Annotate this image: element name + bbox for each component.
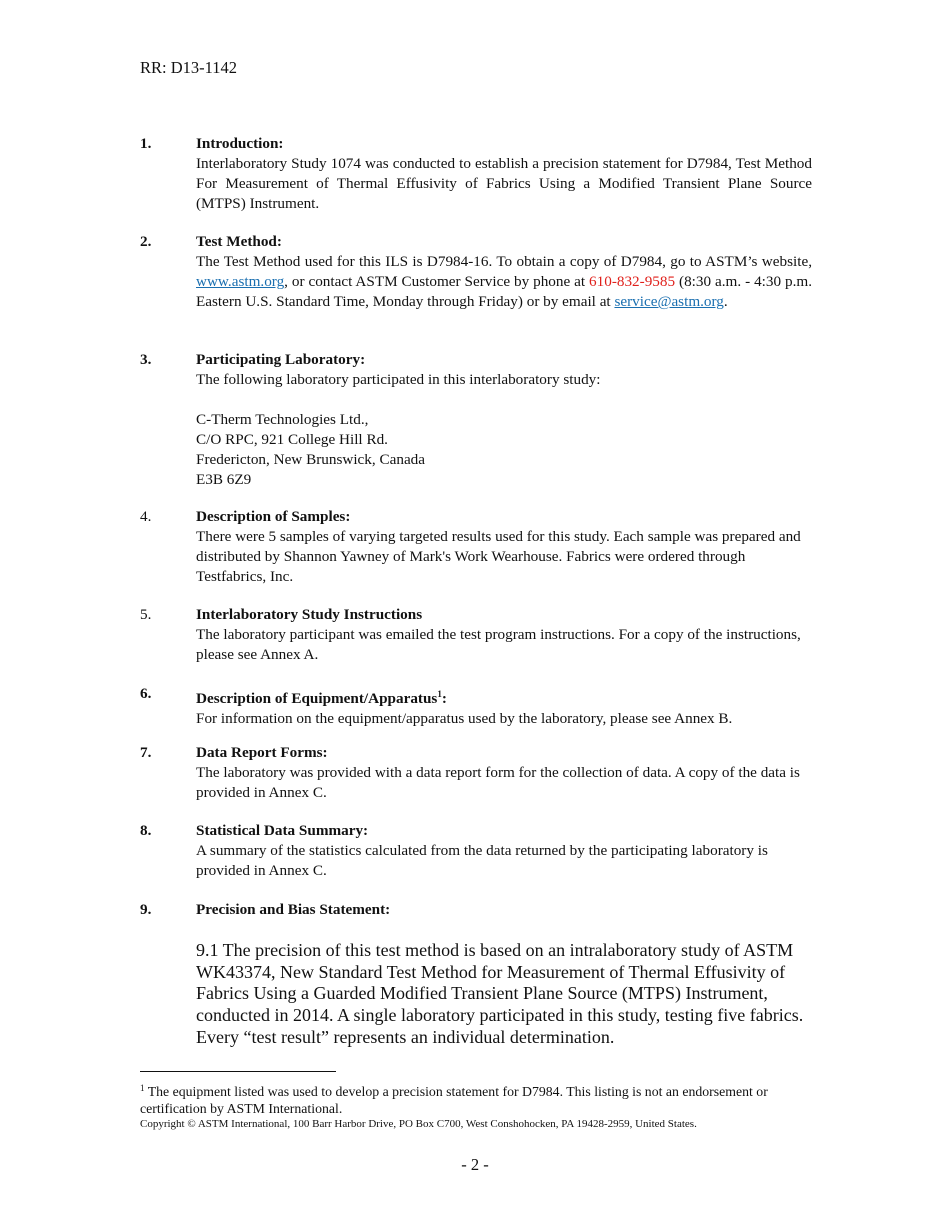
section-text: For information on the equipment/apparatus used by the laboratory, please see Annex B. bbox=[196, 710, 733, 727]
section-title: Precision and Bias Statement: bbox=[196, 901, 391, 918]
section-text bbox=[196, 252, 812, 312]
section-number: 8. bbox=[140, 822, 152, 839]
section-number: 4. bbox=[140, 508, 152, 525]
text-part: (8:30 a.m. - 4:30 p.m. Eastern U.S. Standard Time, Monday through Friday) or by email at bbox=[196, 273, 812, 310]
precision-statement-text: 9.1 The precision of this test method is based on an intralaboratory study of ASTM WK43374, New Standard Test Method for Measurement of Thermal Effusivity of Fabrics Using a Guarded Modified Transient Plane Source (MTPS) Instrument, conducted in 2014. A single laboratory participated in this study, testing five fabrics. Every “test result” represents an individual determination. bbox=[196, 940, 804, 1047]
address-line: C/O RPC, 921 College Hill Rd. bbox=[196, 431, 388, 448]
address-line: Fredericton, New Brunswick, Canada bbox=[196, 451, 426, 468]
copyright-notice: Copyright © ASTM International, 100 Barr Harbor Drive, PO Box C700, West Conshohocken, PA 19428-2959, United States. bbox=[140, 1118, 697, 1130]
section-number: 1. bbox=[140, 135, 152, 152]
section-title: Interlaboratory Study Instructions bbox=[196, 606, 423, 623]
section-precision-bias bbox=[140, 900, 812, 920]
footnote-marker: 1 bbox=[140, 1083, 145, 1093]
section-title: Statistical Data Summary: bbox=[196, 822, 369, 839]
section-title: Test Method: bbox=[196, 233, 282, 250]
section-title: Participating Laboratory: bbox=[196, 351, 366, 368]
section-number: 9. bbox=[140, 901, 152, 918]
footnote-divider bbox=[140, 1071, 336, 1072]
footnote bbox=[140, 1080, 820, 1117]
title-text: Description of Equipment/Apparatus bbox=[196, 690, 438, 707]
text-part: The Test Method used for this ILS is D7984-16. To obtain a copy of D7984, go to ASTM’s website, bbox=[196, 253, 812, 270]
section-title: Introduction: bbox=[196, 135, 284, 152]
address-line: E3B 6Z9 bbox=[196, 471, 252, 488]
title-suffix: : bbox=[441, 690, 447, 707]
lab-address bbox=[196, 410, 812, 490]
section-number: 6. bbox=[140, 685, 152, 702]
section-number: 7. bbox=[140, 744, 152, 761]
section-number: 5. bbox=[140, 606, 152, 623]
section-description-of-samples bbox=[140, 507, 812, 587]
phone-number: 610-832-9585 bbox=[589, 273, 676, 290]
text-part: . bbox=[723, 293, 728, 310]
section-text: Interlaboratory Study 1074 was conducted to establish a precision statement for D7984, Test Method For Measurement of Thermal Effusivity of Fabrics Using a Modified Transient Plane Source (MTPS) Instrument. bbox=[196, 155, 812, 212]
astm-website-link[interactable]: www.astm.org bbox=[196, 273, 285, 290]
text-part: , or contact ASTM Customer Service by phone at bbox=[284, 273, 590, 290]
section-text: There were 5 samples of varying targeted results used for this study. Each sample was prepared and distributed by Shannon Yawney of Mark's Work Wearhouse. Fabrics were ordered through Testfabrics, Inc. bbox=[196, 528, 801, 585]
section-equipment bbox=[140, 684, 812, 729]
service-email-link[interactable]: service@astm.org bbox=[614, 293, 724, 310]
address-line: C-Therm Technologies Ltd., bbox=[196, 411, 369, 428]
section-test-method bbox=[140, 232, 812, 312]
section-title: Description of Samples: bbox=[196, 508, 351, 525]
section-title: Data Report Forms: bbox=[196, 744, 328, 761]
section-participating-laboratory bbox=[140, 350, 812, 490]
page-number: - 2 - bbox=[461, 1155, 489, 1174]
section-text: The laboratory was provided with a data report form for the collection of data. A copy of the data is provided in Annex C. bbox=[196, 764, 800, 801]
section-text: The following laboratory participated in this interlaboratory study: bbox=[196, 371, 601, 388]
section-study-instructions bbox=[140, 605, 812, 665]
section-text: A summary of the statistics calculated from the data returned by the participating laboratory is provided in Annex C. bbox=[196, 842, 768, 879]
section-number: 3. bbox=[140, 351, 152, 368]
section-data-report-forms bbox=[140, 743, 812, 803]
footnote-marker: 1 bbox=[437, 689, 442, 699]
section-statistical-summary bbox=[140, 821, 812, 881]
section-text: The laboratory participant was emailed the test program instructions. For a copy of the instructions, please see Annex A. bbox=[196, 626, 801, 663]
section-title bbox=[196, 684, 812, 709]
footnote-text: The equipment listed was used to develop a precision statement for D7984. This listing is not an endorsement or certification by ASTM International. bbox=[140, 1084, 768, 1116]
report-id: RR: D13-1142 bbox=[140, 58, 238, 77]
section-number: 2. bbox=[140, 233, 152, 250]
section-introduction bbox=[140, 134, 812, 214]
